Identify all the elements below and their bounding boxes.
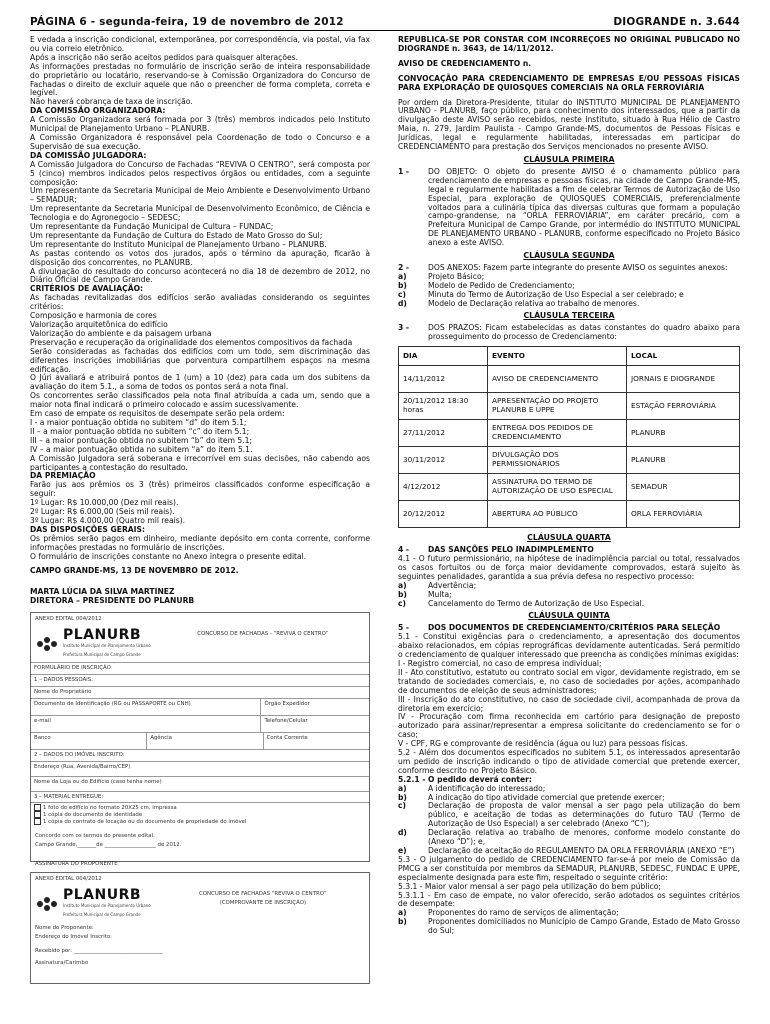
prize-line: 3º Lugar: R$ 4.000,00 (Quatro mil reais). xyxy=(30,515,186,525)
clause-heading: CLÁUSULA SEGUNDA xyxy=(523,251,615,261)
owner-name-field[interactable]: Nome do Proprietário xyxy=(34,688,92,695)
paragraph: A divulgação do resultado do concurso acontecerá no dia 18 de dezembro de 2012, no Diário Oficial de Campo Grande. xyxy=(30,266,370,285)
request-item: A indicação do tipo atividade comercial que pretende exercer; xyxy=(428,792,665,802)
table-cell: AVISO DE CREDENCIAMENTO xyxy=(488,366,627,393)
checkbox[interactable] xyxy=(34,811,41,818)
clause-number: 3 - xyxy=(398,323,410,333)
registration-form xyxy=(30,612,370,868)
table-row xyxy=(399,501,740,528)
tiebreak-item: Proponentes domiciliados no Município de Campo Grande, Estado de Mato Grosso do Sul; xyxy=(428,917,740,936)
logo-wordmark: PLANURB xyxy=(63,627,142,644)
paragraph: 5.3.1 - Maior valor mensal a ser pago pela utilização do bem público; xyxy=(398,881,661,891)
form-annex-label: ANEXO EDITAL 004/2012 xyxy=(35,876,102,883)
clause-number: 5 - xyxy=(398,623,410,633)
email-field[interactable]: e-mail xyxy=(31,716,261,732)
table-header: DIA xyxy=(399,347,488,366)
received-by-field[interactable]: Recebido por: _________________________________ xyxy=(35,947,163,954)
paragraph: Um representante da Fundação de Cultura do Estado de Mato Grosso do Sul; xyxy=(30,230,323,240)
paragraph: A Comissão Organizadora será formada por 3 (três) membros indicados pelo Instituto Municipal de Planejamento Urbano – PLANURB. xyxy=(30,115,370,134)
annex-item: Modelo de Pedido de Credenciamento; xyxy=(428,280,575,290)
paragraph: A Comissão Julgadora do Concurso de Fachadas “REVIVA O CENTRO”, será composta por 5 (cinco) membros indicados pelos respectivos órgãos ou entidades, com a seguinte composição: xyxy=(30,159,370,187)
phone-field[interactable]: Telefone/Celular xyxy=(264,717,308,724)
table-cell: 20/11/2012 18:30 horas xyxy=(399,393,488,420)
request-item: A identificação do interessado; xyxy=(428,783,546,793)
paragraph: Composição e harmonia de cores xyxy=(30,311,157,321)
paragraph: Após a inscrição não serão aceitos pedidos para quaisquer alterações. xyxy=(30,52,299,62)
section-heading: DA COMISSÃO JULGADORA: xyxy=(30,150,147,160)
paragraph: Em caso de empate os requisitos de desempate serão pela ordem: xyxy=(30,409,285,419)
paragraph: Um representante da Secretaria Municipal de Meio Ambiente e Desenvolvimento Urbano – SEMADUR; xyxy=(30,186,370,205)
penalty-item: Cancelamento do Termo de Autorização de Uso Especial. xyxy=(428,598,645,608)
table-cell: JORNAIS E DIOGRANDE xyxy=(627,366,740,393)
penalty-item: Advertência; xyxy=(428,580,477,590)
paragraph: A Comissão Organizadora é responsável pela Coordenação de todo o Concurso e a Supervisão de sua execução. xyxy=(30,132,370,151)
table-cell: PLANURB xyxy=(627,420,740,447)
table-cell: ENTREGA DOS PEDIDOS DE CREDENCIAMENTO xyxy=(488,420,627,447)
form-annex-label: ANEXO EDITAL 004/2012 xyxy=(35,616,102,623)
paragraph: Um representante da Secretaria Municipal de Desenvolvimento Econômico, de Ciência e Tecnologia e do Agronegocio – SEDESC; xyxy=(30,204,370,223)
paragraph: As pastas contendo os votos dos jurados, após o término da apuração, ficarão à disposição dos concorrentes, no PLANURB. xyxy=(30,248,370,267)
table-cell: ORLA FERROVIÁRIA xyxy=(627,501,740,528)
proponent-field[interactable]: Nome do Proponente: xyxy=(35,924,94,931)
left-column xyxy=(30,36,370,1014)
request-item: Declaração de proposta de valor mensal a ser pago pela utilização do bem público, e aceitação de todas as determinações do futuro TAU (Termo de Autorização de Uso Especial) a ser celebrado (Anexo “C”); xyxy=(428,801,740,829)
paragraph: É vedada a inscrição condicional, extemporânea, por correspondência, via postal, via fax ou via correio eletrônico. xyxy=(30,36,370,53)
table-cell: SEMADUR xyxy=(627,474,740,501)
paragraph: 5.3 - O julgamento do pedido de CREDENCIAMENTO far-se-á por meio de Comissão da PMCG a ser constituída por membros da SEMADUR, PLANURB, SEDESC, FUNDAC E UPPE, especialmente designada para este fim, respeitado o seguinte critério: xyxy=(398,854,740,882)
right-column: REPUBLICA-SE POR CONSTAR COM INCORREÇÕES NO ORIGINAL PUBLICADO NO DIOGRANDE n. 3643, de 14/11/2012. AVISO DE CREDENCIAMENTO n. CONVOCAÇÃO PARA CREDENCIAMENTO DE EMPRESAS E/OU PESSOAS FÍSICAS PARA EXPLORAÇÃO DE QUIOSQUES COMERCIAIS NA ORLA FERROVIÁRIA Por ordem da Diretora-Presidente, titular do INSTITUTO MUNICIPAL DE PLANEJAMENTO URBANO - PLANURB, faço público, para conhecimento dos interessados, que a partir da divulgação deste AVISO serão recebidos, neste Instituto, situado à Rua Hélio de Castro Maia, n. 279, Jardim Paulista - Campo Grande-MS, documentos de Pessoas Físicas e Jurídicas, legal e regularmente habilitadas, interessadas em participar do CREDENCIAMENTO para prestação dos Serviços mencionados no presente AVISO. CLÁUSULA PRIMEIRA 1 - DO OBJETO: O objeto do presente AVISO é o chamamento público para credenciamento de empresas e pessoas físicas, na cidade de Campo Grande-MS, legal e regularmente habilitadas a fim de celebrar Termos de Autorização de Uso Especial, para exploração de QUIOSQUES COMERCIAIS, preferencialmente voltados para a culinária típica das diversas culturas que formam a população campo-grandense, na “ORLA FERROVIÁRIA”, em caráter precário, com a Prefeitura Municipal de Campo Grande, por intermédio do INSTITUTO MUNICIPAL DE PLANEJAMENTO URBANO - PLANURB, conforme especificado no Projeto Básico anexo a este AVISO. CLÁUSULA SEGUNDA 2 - DOS ANEXOS: Fazem parte integrante do presente AVISO os seguintes anexos: a) Projeto Básico; b) Modelo de Pedido de Credenciamento; c) Minuta do Termo de Autorização de Uso Especial a ser celebrado; e d) Modelo de Declaração relativa ao trabalho de menores. CLÁUSULA TERCEIRA 3 - DOS PRAZOS: Ficam estabelecidas as datas constantes do quadro abaixo para prosseguimento do processo de Credenciamento: DIA EVENTO LOCAL 14/11/2012 AVISO DE CREDENCIAMENTO JORNAIS E DIOGRANDE 20/11/2012 18:30 horas APRESENTAÇÃO DO PROJETO PLANURB E UPPE ESTAÇÃO FERROVIÁRIA 27/11/2012 ENTREGA DOS PEDIDOS DE CREDENCIAMENTO PLANURB 30/11/2012 DIVULGAÇÃO DOS PERMISSIONÁRIOS PLANURB 4/12/2012 ASSINATURA DO TERMO DE AUTORIZAÇÃO DE USO ESPECIAL SEMADUR 20/12/2012 ABERTURA AO PÚBLICO ORLA FERROVIÁRIA CLÁUSULA QUARTA 4 - DAS SANÇÕES PELO INADIMPLEMENTO 4.1 - O futuro permissionário, na hipótese de inadimplência parcial ou total, ressalvados os casos fortuitos ou de força maior devidamente comprovados, estará sujeito às seguintes penalidades, garantida a sua prévia defesa no respectivo processo: a) Advertência; b) Multa; c) Cancelamento do Termo de Autorização de Uso Especial. CLÁUSULA QUINTA 5 - DOS DOCUMENTOS DE CREDENCIAMENTO/CRITÉRIOS PARA SELEÇÃO 5.1 - Constitui exigências para o credenciamento, a apresentação dos documentos abaixo relacionados, em cópias reprográficas devidamente autenticadas. Será permitido o credenciamento de qualquer interessado que preencha as condições mínimas exigidas: I - Registro comercial, no caso de empresa individual; II - Ato constitutivo, estatuto ou contrato social em vigor, devidamente registrado, em se tratando de sociedades comerciais, e, no caso de sociedades por ações, acompanhado de documentos de eleição de seus administradores; III - Inscrição do ato constitutivo, no caso de sociedade civil, acompanhada de prova da diretoria em exercício; IV - Procuração com firma reconhecida em cartório para designação de preposto autorizado para assinar/representar a empresa solicitante do credenciamento se for o caso; V - CPF, RG e comprovante de residência (água ou luz) para pessoas físicas. 5.2 - Além dos documentos especificados no subitem 5.1, os interessados apresentarão um pedido de inscrição indicando o tipo de atividade comercial que pretende exercer, conforme descrito no Projeto Básico. 5.2.1 - O pedido deverá conter: a) A identificação do interessado; b) A indicação do tipo atividade comercial que pretende exercer; c) Declaração de proposta de valor mensal a ser pago pela utilização do bem público, e aceitação de todas as determinações do futuro TAU (Termo de Autorização de Uso Especial) a ser celebrado (Anexo “C”); d) Declaração relativa ao trabalho de menores, conforme modelo constante do (Anexo “D”); e, e) Declaração de aceitação do REGULAMENTO DA ORLA FERROVIÁRIA (ANEXO “E”) 5.3 - O julgamento do pedido de CREDENCIAMENTO far-se-á por meio de Comissão da PMCG a ser constituída por membros da SEMADUR, PLANURB, SEDESC, FUNDAC E UPPE, especialmente designada para este fim, respeitado o seguinte critério: 5.3.1 - Maior valor mensal a ser pago pela utilização do bem público; 5.3.1.1 - Em caso de empate, no valor oferecido, serão adotados os seguintes critérios de desempate: a) Proponentes do ramo de serviços de alimentação; b) Proponentes domiciliados no Município de Campo Grande, Estado de Mato Grosso do Sul; xyxy=(398,36,740,936)
logo-subtitle-2: Prefeitura Municipal de Campo Grande xyxy=(63,912,141,917)
paragraph: Não haverá cobrança de taxa de inscrição. xyxy=(30,97,193,107)
id-document-field[interactable]: Documento de Identificação (RG ou PASSAPORTE ou CNH) xyxy=(31,699,261,715)
form-section-label: 1 – DADOS PESSOAIS: xyxy=(34,676,93,683)
agreement-text: Concordo com os termos do presente edital. xyxy=(35,833,155,840)
logo-wordmark: PLANURB xyxy=(63,887,142,904)
clause-text: DO OBJETO: O objeto do presente AVISO é o chamamento público para credenciamento de empresas e pessoas físicas, na cidade de Campo Grande-MS, legal e regularmente habilitadas a fim de celebrar Termos de Autorização de Uso Especial, para exploração de QUIOSQUES COMERCIAIS, preferencialmente voltados para a culinária típica das diversas culturas que formam a população campo-grandense, na “ORLA FERROVIÁRIA”, em caráter precário, com a Prefeitura Municipal de Campo Grande, por intermédio do INSTITUTO MUNICIPAL DE PLANEJAMENTO URBANO - PLANURB, conforme especificado no Projeto Básico anexo a este AVISO. xyxy=(428,166,740,248)
material-item: 1 cópia do contrato de locação ou do documento de propriedade do imóvel xyxy=(43,819,247,826)
clause-heading: CLÁUSULA PRIMEIRA xyxy=(523,154,615,164)
table-cell: 4/12/2012 xyxy=(399,474,488,501)
issuer-field[interactable]: Órgão Expedidor xyxy=(264,700,310,707)
page-header xyxy=(30,14,740,31)
clause-text: DOS DOCUMENTOS DE CREDENCIAMENTO/CRITÉRIOS PARA SELEÇÃO xyxy=(428,623,721,633)
form-title: CONCURSO DE FACHADAS “REVIVA O CENTRO” xyxy=(199,891,327,898)
paragraph: Valorização do ambiente e da paisagem urbana xyxy=(30,328,212,338)
tiebreak-item: Proponentes do ramo de serviços de alimentação; xyxy=(428,908,619,918)
paragraph: O formulário de inscrições constante no Anexo integra o presente edital. xyxy=(30,551,307,561)
penalty-item: Multa; xyxy=(428,589,452,599)
schedule-table xyxy=(398,346,740,528)
notice-title: AVISO DE CREDENCIAMENTO n. xyxy=(398,58,532,68)
receipt-form xyxy=(30,872,370,984)
paragraph: 4.1 - O futuro permissionário, na hipótese de inadimplência parcial ou total, ressalvados os casos fortuitos ou de força maior devidamente comprovados, estará sujeito às seguintes penalidades, garantida a sua prévia defesa no respectivo processo: xyxy=(398,554,740,581)
request-item: Declaração de aceitação do REGULAMENTO DA ORLA FERROVIÁRIA (ANEXO “E”) xyxy=(428,846,735,855)
paragraph: Um representante do Instituto Municipal de Planejamento Urbano – PLANURB. xyxy=(30,239,327,249)
date-line: CAMPO GRANDE-MS, 13 DE NOVEMBRO DE 2012. xyxy=(30,566,239,576)
paragraph: 5.2 - Além dos documentos especificados no subitem 5.1, os interessados apresentarão um pedido de inscrição indicando o tipo de atividade comercial que pretende exercer, conforme descrito no Projeto Básico. xyxy=(398,748,740,775)
request-item: Declaração relativa ao trabalho de menores, conforme modelo constante do (Anexo “D”); e, xyxy=(428,828,740,847)
paragraph: Serão consideradas as fachadas dos edifícios com um todo, sem discriminação das diferentes inscrições imobiliárias que porventura compartilhem espaços na mesma edificação. xyxy=(30,346,370,374)
paragraph: As fachadas revitalizadas dos edifícios serão avaliadas considerando os seguintes critérios: xyxy=(30,293,370,312)
table-cell: ESTAÇÃO FERROVIÁRIA xyxy=(627,393,740,420)
paragraph: IV - Procuração com firma reconhecida em cartório para designação de preposto autorizado para assinar/representar a empresa solicitante do credenciamento se for o caso; xyxy=(398,712,740,740)
logo-subtitle-2: Prefeitura Municipal de Campo Grande xyxy=(63,652,141,657)
form-section-label: 2 – DADOS DO IMÓVEL INSCRITO: xyxy=(34,751,125,758)
clause-number: 1 - xyxy=(398,166,410,176)
paragraph: As informações prestadas no formulário de inscrição serão de inteira responsabilidade do proprietário ou locatário, reservando-se à Comissão Organizadora do Concurso de Fachadas o direito de excluir aquele que não o preencher de forma completa, correta e legível. xyxy=(30,61,370,98)
logo-subtitle: Instituto Municipal de Planejamento Urbano xyxy=(63,903,151,909)
paragraph: III – a maior pontuação obtida no subitem “b” do item 5.1; xyxy=(30,435,253,445)
planurb-logo-icon xyxy=(37,895,59,913)
paragraph: 5.2.1 - O pedido deverá conter: xyxy=(398,774,532,784)
paragraph: IV – a maior pontuação obtida no subitem “a” do item 5.1. xyxy=(30,444,253,454)
table-row xyxy=(399,420,740,447)
address-field[interactable]: Endereço (Rua, Avenida/Bairro/CEP) xyxy=(34,763,131,770)
paragraph: O Júri avaliará e atribuirá pontos de 1 (um) a 10 (dez) para cada um dos subitens da avaliação do item 5.1., a soma de todos os pontos será a nota final. xyxy=(30,373,370,392)
section-heading: DA COMISSÃO ORGANIZADORA: xyxy=(30,106,166,116)
republication-note: REPUBLICA-SE POR CONSTAR COM INCORREÇÕES NO ORIGINAL PUBLICADO NO DIOGRANDE n. 3643, de 14/11/2012. xyxy=(398,36,740,53)
signature-label: ASSINATURA DO PROPONENTE xyxy=(35,861,118,868)
section-heading: DA PREMIAÇÃO xyxy=(30,471,96,481)
convocation-title: CONVOCAÇÃO PARA CREDENCIAMENTO DE EMPRESAS E/OU PESSOAS FÍSICAS PARA EXPLORAÇÃO DE QUIOSQUES COMERCIAIS NA ORLA FERROVIÁRIA xyxy=(398,73,740,92)
material-item: 1 foto do edifício no formato 20X25 cm, impressa xyxy=(43,805,177,812)
clause-heading: CLÁUSULA TERCEIRA xyxy=(523,311,615,321)
form-section-label: 3 – MATERIAL ENTREGUE: xyxy=(34,793,104,800)
table-header: LOCAL xyxy=(627,347,740,366)
table-row xyxy=(399,366,740,393)
agency-field[interactable]: Agência xyxy=(147,733,263,749)
annex-item: Projeto Básico; xyxy=(428,271,485,281)
table-cell: 20/12/2012 xyxy=(399,501,488,528)
form-title: CONCURSO DE FACHADAS - “REVIVA O CENTRO” xyxy=(197,631,329,638)
table-cell: 27/11/2012 xyxy=(399,420,488,447)
paragraph: A Comissão Julgadora será soberana e irrecorrível em suas decisões, não cabendo aos participantes a contestação do resultado. xyxy=(30,453,370,472)
property-address-field[interactable]: Endereço do Imóvel Inscrito: xyxy=(35,933,112,940)
table-cell: ABERTURA AO PÚBLICO xyxy=(488,501,627,528)
clause-heading: CLÁUSULA QUINTA xyxy=(528,611,610,621)
clause-number: 4 - xyxy=(398,545,410,555)
intro-paragraph: Por ordem da Diretora-Presidente, titular do INSTITUTO MUNICIPAL DE PLANEJAMENTO URBANO - PLANURB, faço público, para conhecimento dos interessados, que a partir da divulgação deste AVISO serão recebidos, neste Instituto, situado à Rua Hélio de Castro Maia, n. 279, Jardim Paulista - Campo Grande-MS, documentos de Pessoas Físicas e Jurídicas, legal e regularmente habilitadas, interessadas em participar do CREDENCIAMENTO para prestação dos Serviços mencionados no presente AVISO. xyxy=(398,97,740,152)
table-row xyxy=(399,447,740,474)
paragraph: II – a maior pontuação obtida no subitem “c” do item 5.1; xyxy=(30,426,250,436)
store-name-field[interactable]: Nome da Loja ou do Edifício (caso tenha nome) xyxy=(34,778,162,785)
table-cell: 14/11/2012 xyxy=(399,366,488,393)
paragraph: 5.3.1.1 - Em caso de empate, no valor oferecido, serão adotados os seguintes critérios de desempate: xyxy=(398,890,740,909)
checkbox[interactable] xyxy=(34,818,41,825)
paragraph: I - a maior pontuação obtida no subitem “d” do item 5.1; xyxy=(30,417,247,427)
header-edition: DIOGRANDE n. 3.644 xyxy=(613,16,740,28)
checkbox[interactable] xyxy=(34,804,41,811)
paragraph: Valorização arquitetônica do edifício xyxy=(30,320,168,329)
table-cell: DIVULGAÇÃO DOS PERMISSIONÁRIOS xyxy=(488,447,627,474)
planurb-logo-icon xyxy=(37,635,59,653)
annex-item: Modelo de Declaração relativa ao trabalho de menores. xyxy=(428,298,640,308)
bank-field[interactable]: Banco xyxy=(31,733,147,749)
paragraph: Preservação e recuperação da originalidade dos elementos compositivos da fachada xyxy=(30,337,353,347)
prize-line: 2º Lugar: R$ 6.000,00 (Seis mil reais). xyxy=(30,507,175,517)
material-item: 1 cópia do documento de identidade xyxy=(43,812,143,819)
table-row xyxy=(399,393,740,420)
clause-text: DAS SANÇÕES PELO INADIMPLEMENTO xyxy=(428,545,594,555)
paragraph: Os concorrentes serão classificados pela nota final atribuída a cada um, sendo que a maior nota final indicará o primeiro colocado e assim sucessivamente. xyxy=(30,391,370,410)
planurb-logo xyxy=(31,626,157,662)
account-field[interactable]: Conta Corrente xyxy=(266,734,308,741)
planurb-logo xyxy=(31,886,157,922)
paragraph: III - Inscrição do ato constitutivo, no caso de sociedade civil, acompanhada de prova da diretoria em exercício; xyxy=(398,694,740,713)
header-page-date: PÁGINA 6 - segunda-feira, 19 de novembro de 2012 xyxy=(30,16,344,28)
section-heading: DAS DISPOSIÇÕES GERAIS: xyxy=(30,524,146,534)
logo-subtitle: Instituto Municipal de Planejamento Urbano xyxy=(63,643,151,649)
table-cell: PLANURB xyxy=(627,447,740,474)
table-cell: ASSINATURA DO TERMO DE AUTORIZAÇÃO DE USO ESPECIAL xyxy=(488,474,627,501)
paragraph: II - Ato constitutivo, estatuto ou contrato social em vigor, devidamente registrado, em se tratando de sociedades comerciais, e, no caso de sociedades por ações, acompanhado de documentos de eleição de seus administradores; xyxy=(398,667,740,695)
signature-name: MARTA LÚCIA DA SILVA MARTINEZ xyxy=(30,587,175,597)
paragraph: I - Registro comercial, no caso de empresa individual; xyxy=(398,658,602,668)
clause-heading: CLÁUSULA QUARTA xyxy=(527,533,611,543)
paragraph: V - CPF, RG e comprovante de residência (água ou luz) para pessoas físicas. xyxy=(398,739,688,749)
signature-title: DIRETORA – PRESIDENTE DO PLANURB xyxy=(30,596,195,606)
paragraph: 5.1 - Constitui exigências para o credenciamento, a apresentação dos documentos abaixo relacionados, em cópias reprográficas devidamente autenticadas. Será permitido o credenciamento de qualquer interessado que preencha as condições mínimas exigidas: xyxy=(398,632,740,660)
form-heading: FORMULÁRIO DE INSCRIÇÃO xyxy=(34,664,111,671)
date-line: Campo Grande,_______de ___________________ de 2012. xyxy=(35,842,182,849)
prize-line: 1º Lugar: R$ 10.000,00 (Dez mil reais). xyxy=(30,498,179,508)
paragraph: Farão jus aos prêmios os 3 (três) primeiros classificados conforme especificação a seguir: xyxy=(30,480,370,499)
annex-item: Minuta do Termo de Autorização de Uso Especial a ser celebrado; e xyxy=(428,289,684,299)
section-heading: CRITÉRIOS DE AVALIAÇÃO: xyxy=(30,284,144,294)
paragraph: Um representante da Fundação Municipal de Cultura – FUNDAC; xyxy=(30,222,274,232)
table-cell: 30/11/2012 xyxy=(399,447,488,474)
table-row xyxy=(399,474,740,501)
form-subtitle: (COMPROVANTE DE INSCRIÇÃO) xyxy=(219,900,307,906)
paragraph: Os prêmios serão pagos em dinheiro, mediante depósito em conta corrente, conforme informações prestadas no formulário de inscrições. xyxy=(30,533,370,552)
table-header: EVENTO xyxy=(488,347,627,366)
clause-text: DOS PRAZOS: Ficam estabelecidas as datas constantes do quadro abaixo para prosseguimento do processo de Credenciamento: xyxy=(428,323,740,342)
stamp-field[interactable]: Assinatura/Carimbo xyxy=(35,959,89,966)
table-cell: APRESENTAÇÃO DO PROJETO PLANURB E UPPE xyxy=(488,393,627,420)
clause-number: 2 - xyxy=(398,262,410,272)
clause-text: DOS ANEXOS: Fazem parte integrante do presente AVISO os seguintes anexos: xyxy=(428,262,728,272)
